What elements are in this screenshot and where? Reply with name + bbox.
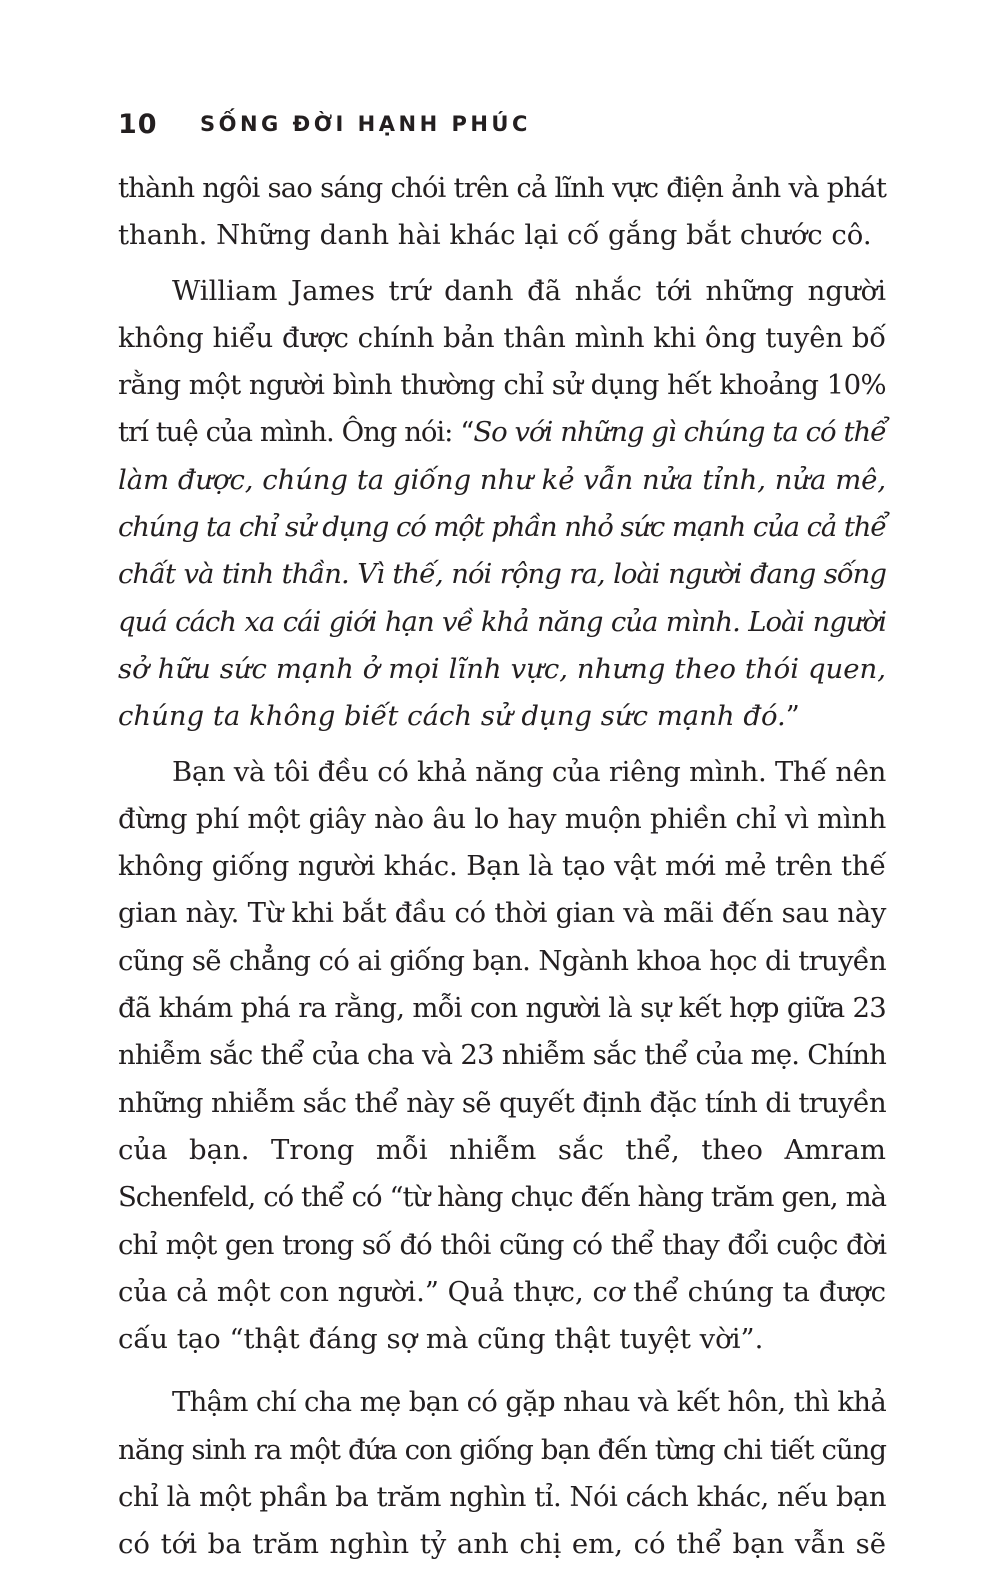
text-segment: ” [785,700,800,733]
paragraph [118,268,886,741]
text-line: có tới ba trăm nghìn tỷ anh chị em, có thể bạn vẫn sẽ [118,1528,886,1561]
page-number: 10 [118,108,158,140]
text-line: rằng một người bình thường chỉ sử dụng hết khoảng 10% [118,369,886,402]
text-line: Bạn và tôi đều có khả năng của riêng mình. Thế nên [172,755,886,788]
text-line: Thậm chí cha mẹ bạn có gặp nhau và kết hôn, thì khả [172,1386,886,1419]
quote-line: chất và tinh thần. Vì thế, nói rộng ra, loài người đang sống [118,558,886,591]
text-line: không hiểu được chính bản thân mình khi ông tuyên bố [118,321,886,354]
text-line: William James trứ danh đã nhắc tới những người [172,274,886,307]
text-line: cấu tạo “thật đáng sợ mà cũng thật tuyệt vời”. [118,1323,764,1356]
text-line [118,693,886,740]
text-line: không giống người khác. Bạn là tạo vật mới mẻ trên thế [118,850,886,883]
paragraph [118,165,886,260]
text-line: của cả một con người.” Quả thực, cơ thể chúng ta được [118,1275,886,1308]
quote-line: chúng ta chỉ sử dụng có một phần nhỏ sức mạnh của cả thể [118,511,886,544]
text-line: thành ngôi sao sáng chói trên cả lĩnh vực điện ảnh và phát [118,172,886,204]
text-line: chỉ là một phần ba trăm nghìn tỉ. Nói cách khác, nếu bạn [118,1481,886,1514]
running-title: SỐNG ĐỜI HẠNH PHÚC [200,112,531,136]
text-line [118,409,886,456]
quote-line: quá cách xa cái giới hạn về khả năng của mình. Loài người [118,605,886,638]
text-line: chỉ một gen trong số đó thôi cũng có thể thay đổi cuộc đời [118,1228,886,1261]
text-line: của bạn. Trong mỗi nhiễm sắc thể, theo Amram [118,1133,886,1166]
text-line: gian này. Từ khi bắt đầu có thời gian và mãi đến sau này [118,897,886,930]
quote-segment: So với những gì chúng ta có thể [473,416,887,449]
text-line: thanh. Những danh hài khác lại cố gắng bắt chước cô. [118,219,872,252]
body-text [118,165,886,1569]
text-line: cũng sẽ chẳng có ai giống bạn. Ngành khoa học di truyền [118,944,886,977]
text-line: đã khám phá ra rằng, mỗi con người là sự kết hợp giữa 23 [118,992,886,1025]
text-line: nhiễm sắc thể của cha và 23 nhiễm sắc thể của mẹ. Chính [118,1039,886,1072]
paragraph [118,749,886,1364]
text-line: Schenfeld, có thể có “từ hàng chục đến hàng trăm gen, mà [118,1181,886,1214]
running-header [118,108,531,140]
text-line: năng sinh ra một đứa con giống bạn đến từng chi tiết cũng [118,1433,886,1466]
quote-segment: chúng ta không biết cách sử dụng sức mạnh đó. [118,700,786,733]
text-segment: trí tuệ của mình. Ông nói: “ [118,416,474,449]
quote-line: làm được, chúng ta giống như kẻ vẫn nửa tỉnh, nửa mê, [118,463,886,496]
paragraph [118,1379,886,1568]
text-line: những nhiễm sắc thể này sẽ quyết định đặc tính di truyền [118,1086,886,1119]
quote-line: sở hữu sức mạnh ở mọi lĩnh vực, nhưng theo thói quen, [118,652,886,685]
text-line: đừng phí một giây nào âu lo hay muộn phiền chỉ vì mình [118,802,886,835]
